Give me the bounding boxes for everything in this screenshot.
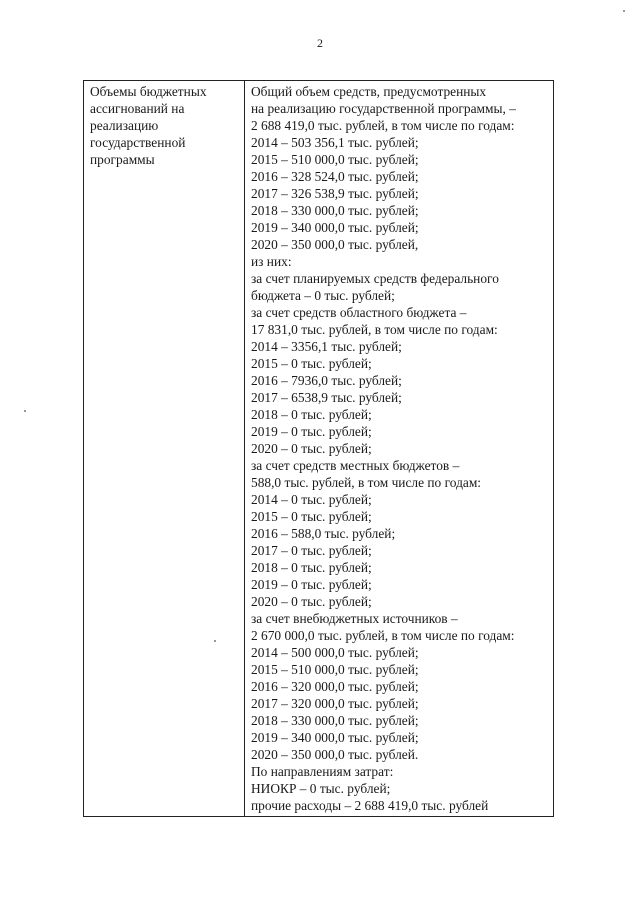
- year-amount-line: 2016 – 320 000,0 тыс. рублей;: [251, 679, 419, 694]
- content-cell: [245, 81, 554, 817]
- year-amount-line: 2019 – 340 000,0 тыс. рублей;: [251, 730, 419, 745]
- scan-speck: [623, 10, 625, 12]
- year-amount-line: 2014 – 500 000,0 тыс. рублей;: [251, 645, 419, 660]
- year-amount-line: 2015 – 0 тыс. рублей;: [251, 509, 372, 524]
- cost-directions-heading: По направлениям затрат:: [251, 764, 394, 779]
- year-amount-line: 2020 – 0 тыс. рублей;: [251, 441, 372, 456]
- year-amount-line: 2014 – 0 тыс. рублей;: [251, 492, 372, 507]
- year-amount-line: 2017 – 326 538,9 тыс. рублей;: [251, 186, 419, 201]
- page-number: 2: [317, 36, 323, 50]
- federal-budget-line: за счет планируемых средств федерального: [251, 271, 499, 286]
- subheading-line: из них:: [251, 254, 292, 269]
- research-costs-line: НИОКР – 0 тыс. рублей;: [251, 781, 391, 796]
- year-amount-line: 2015 – 510 000,0 тыс. рублей;: [251, 662, 419, 677]
- other-costs-line: прочие расходы – 2 688 419,0 тыс. рублей: [251, 798, 489, 813]
- table-row: [84, 81, 554, 817]
- year-amount-line: 2018 – 330 000,0 тыс. рублей;: [251, 203, 419, 218]
- year-amount-line: 2016 – 328 524,0 тыс. рублей;: [251, 169, 419, 184]
- local-budget-line: 588,0 тыс. рублей, в том числе по годам:: [251, 475, 482, 490]
- year-amount-line: 2018 – 330 000,0 тыс. рублей;: [251, 713, 419, 728]
- label-line: Объемы бюджетных: [90, 84, 207, 99]
- year-amount-line: 2017 – 0 тыс. рублей;: [251, 543, 372, 558]
- label-line: ассигнований на: [90, 101, 185, 116]
- total-intro-line: на реализацию государственной программы, –: [251, 101, 516, 116]
- label-line: реализацию: [90, 118, 159, 133]
- year-amount-line: 2018 – 0 тыс. рублей;: [251, 560, 372, 575]
- year-amount-line: 2019 – 0 тыс. рублей;: [251, 424, 372, 439]
- extrabudgetary-line: за счет внебюджетных источников –: [251, 611, 458, 626]
- total-intro-line: Общий объем средств, предусмотренных: [251, 84, 487, 99]
- regional-budget-line: за счет средств областного бюджета –: [251, 305, 467, 320]
- year-amount-line: 2020 – 0 тыс. рублей;: [251, 594, 372, 609]
- year-amount-line: 2017 – 6538,9 тыс. рублей;: [251, 390, 402, 405]
- year-amount-line: 2020 – 350 000,0 тыс. рублей.: [251, 747, 419, 762]
- label-line: программы: [90, 152, 155, 167]
- scan-speck: [214, 640, 216, 642]
- year-amount-line: 2020 – 350 000,0 тыс. рублей,: [251, 237, 419, 252]
- regional-budget-line: 17 831,0 тыс. рублей, в том числе по годам:: [251, 322, 498, 337]
- scan-speck: [24, 410, 26, 412]
- year-amount-line: 2019 – 0 тыс. рублей;: [251, 577, 372, 592]
- year-amount-line: 2016 – 588,0 тыс. рублей;: [251, 526, 396, 541]
- label-cell: [84, 81, 245, 817]
- year-amount-line: 2018 – 0 тыс. рублей;: [251, 407, 372, 422]
- year-amount-line: 2016 – 7936,0 тыс. рублей;: [251, 373, 402, 388]
- year-amount-line: 2015 – 0 тыс. рублей;: [251, 356, 372, 371]
- local-budget-line: за счет средств местных бюджетов –: [251, 458, 460, 473]
- year-amount-line: 2014 – 503 356,1 тыс. рублей;: [251, 135, 419, 150]
- label-line: государственной: [90, 135, 186, 150]
- year-amount-line: 2019 – 340 000,0 тыс. рублей;: [251, 220, 419, 235]
- year-amount-line: 2015 – 510 000,0 тыс. рублей;: [251, 152, 419, 167]
- extrabudgetary-line: 2 670 000,0 тыс. рублей, в том числе по годам:: [251, 628, 515, 643]
- year-amount-line: 2017 – 320 000,0 тыс. рублей;: [251, 696, 419, 711]
- federal-budget-line: бюджета – 0 тыс. рублей;: [251, 288, 395, 303]
- total-amount-line: 2 688 419,0 тыс. рублей, в том числе по годам:: [251, 118, 515, 133]
- budget-allocation-table: [83, 80, 554, 817]
- year-amount-line: 2014 – 3356,1 тыс. рублей;: [251, 339, 402, 354]
